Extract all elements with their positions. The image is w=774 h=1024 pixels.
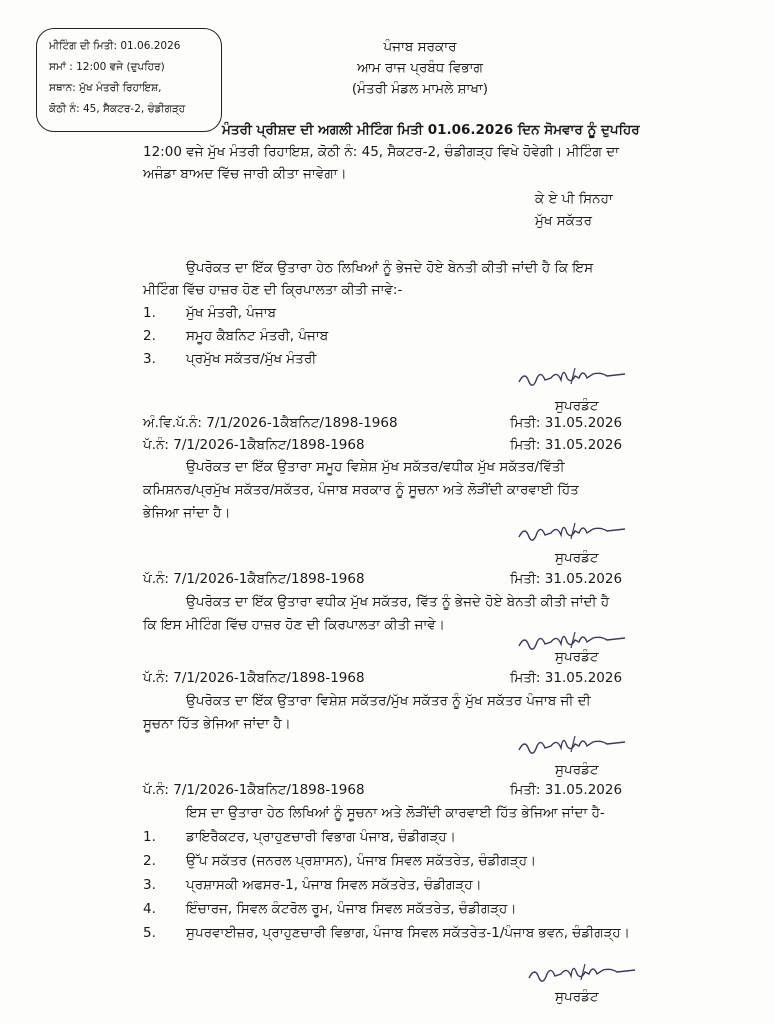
stamp-address: ਕੋਠੀ ਨੰ: 45, ਸੈਕਟਰ-2, ਚੰਡੀਗੜ੍ਹ	[49, 103, 186, 115]
copy4-line-1: ਉਪਰੋਕਤ ਦਾ ਇੱਕ ਉਤਾਰਾ ਵਿਸ਼ੇਸ਼ ਸਕੱਤਰ/ਮੁੱਖ ਸਕੱਤਰ ਨੂੰ ਮੁੱਖ ਸਕੱਤਰ ਪੰਜਾਬ ਜੀ ਦੀ	[186, 693, 591, 709]
copy5-item-5-num: 5.	[143, 925, 156, 941]
intro-line-2: 12:00 ਵਜੇ ਮੁੱਖ ਮੰਤਰੀ ਰਿਹਾਇਸ਼, ਕੋਠੀ ਨੰ: 45, ਸੈਕਟਰ-2, ਚੰਡੀਗੜ੍ਹ ਵਿਖੇ ਹੋਵੇਗੀ। ਮੀਟਿੰਗ ਦਾ	[143, 144, 620, 160]
stamp-time: ਸਮਾਂ : 12:00 ਵਜੇ (ਦੁਪਹਿਰ)	[49, 61, 165, 73]
copy1-item-1-num: 1.	[143, 305, 156, 321]
signatory-title: ਮੁੱਖ ਸਕੱਤਰ	[535, 213, 592, 229]
signature-icon	[515, 730, 635, 760]
ref-date-4: ਮਿਤੀ: 31.05.2026	[510, 782, 623, 798]
copy3-line-1: ਉਪਰੋਕਤ ਦਾ ਇੱਕ ਉਤਾਰਾ ਵਧੀਕ ਮੁੱਖ ਸਕੱਤਰ, ਵਿੱਤ ਨੂੰ ਭੇਜਦੇ ਹੋਏ ਬੇਨਤੀ ਕੀਤੀ ਜਾਂਦੀ ਹੈ	[186, 594, 610, 610]
superintendent-3: ਸੁਪਰਡੰਟ	[555, 649, 599, 665]
ref-number-2: ਪੱ.ਨੰ: 7/1/2026-1ਕੈਬਨਿਟ/1898-1968	[143, 571, 365, 587]
header-government: ਪੰਜਾਬ ਸਰਕਾਰ	[383, 39, 457, 55]
copy5-item-5: ਸੁਪਰਵਾਈਜ਼ਰ, ਪ੍ਰਾਹੁਣਚਾਰੀ ਵਿਭਾਗ, ਪੰਜਾਬ ਸਿਵਲ ਸਕੱਤਰੇਤ-1/ਪੰਜਾਬ ਭਵਨ, ਚੰਡੀਗੜ੍ਹ।	[186, 925, 630, 941]
signature-icon	[515, 362, 635, 392]
copy5-item-3: ਪ੍ਰਸ਼ਾਸਕੀ ਅਫਸਰ-1, ਪੰਜਾਬ ਸਿਵਲ ਸਕੱਤਰੇਤ, ਚੰਡੀਗੜ੍ਹ।	[186, 877, 482, 893]
copy5-item-1: ਡਾਇਰੈਕਟਰ, ਪ੍ਰਾਹੁਣਚਾਰੀ ਵਿਭਾਗ ਪੰਜਾਬ, ਚੰਡੀਗੜ੍ਹ।	[186, 829, 456, 845]
copy5-item-2-num: 2.	[143, 853, 156, 869]
signature-icon	[525, 958, 645, 988]
copy2-line-1: ਉਪਰੋਕਤ ਦਾ ਇੱਕ ਉਤਾਰਾ ਸਮੂਹ ਵਿਸ਼ੇਸ਼ ਮੁੱਖ ਸਕੱਤਰ/ਵਧੀਕ ਮੁੱਖ ਸਕੱਤਰ/ਵਿੱਤੀ	[186, 459, 565, 475]
intro-line-3: ਅਜੰਡਾ ਬਾਅਦ ਵਿੱਚ ਜਾਰੀ ਕੀਤਾ ਜਾਵੇਗਾ।	[143, 166, 347, 182]
copy1-item-3: ਪ੍ਰਮੁੱਖ ਸਕੱਤਰ/ਮੁੱਖ ਮੰਤਰੀ	[186, 351, 317, 367]
superintendent-4: ਸੁਪਰਡੰਟ	[555, 762, 599, 778]
stamp-date: ਮੀਟਿੰਗ ਦੀ ਮਿਤੀ: 01.06.2026	[49, 40, 181, 52]
meeting-stamp	[36, 28, 222, 132]
copy1-item-2: ਸਮੂਹ ਕੈਬਨਿਟ ਮੰਤਰੀ, ਪੰਜਾਬ	[186, 328, 329, 344]
copy5-line-1: ਇਸ ਦਾ ਉਤਾਰਾ ਹੇਠ ਲਿਖਿਆਂ ਨੂੰ ਸੂਚਨਾ ਅਤੇ ਲੋੜੀਂਦੀ ਕਾਰਵਾਈ ਹਿੱਤ ਭੇਜਿਆ ਜਾਂਦਾ ਹੈ-	[186, 805, 605, 821]
ref-date-3: ਮਿਤੀ: 31.05.2026	[510, 670, 623, 686]
ref-date-1: ਮਿਤੀ: 31.05.2026	[510, 437, 623, 453]
superintendent-5: ਸੁਪਰਡੰਟ	[555, 989, 599, 1005]
copy1-line-2: ਮੀਟਿੰਗ ਵਿੱਚ ਹਾਜ਼ਰ ਹੋਣ ਦੀ ਕ੍ਰਿਪਾਲਤਾ ਕੀਤੀ ਜਾਵੇ:-	[143, 282, 403, 298]
superintendent-1: ਸੁਪਰਡੰਟ	[555, 398, 599, 414]
stamp-venue: ਸਥਾਨ: ਮੁੱਖ ਮੰਤਰੀ ਰਿਹਾਇਸ਼,	[49, 82, 162, 94]
ref-number-4: ਪੱ.ਨੰ: 7/1/2026-1ਕੈਬਨਿਟ/1898-1968	[143, 782, 365, 798]
copy5-item-2: ਉੱਪ ਸਕੱਤਰ (ਜਨਰਲ ਪ੍ਰਸ਼ਾਸਨ), ਪੰਜਾਬ ਸਿਵਲ ਸਕੱਤਰੇਤ, ਚੰਡੀਗੜ੍ਹ।	[186, 853, 537, 869]
copy2-line-2: ਕਮਿਸ਼ਨਰ/ਪ੍ਰਮੁੱਖ ਸਕੱਤਰ/ਸਕੱਤਰ, ਪੰਜਾਬ ਸਰਕਾਰ ਨੂੰ ਸੂਚਨਾ ਅਤੇ ਲੋੜੀਂਦੀ ਕਾਰਵਾਈ ਹਿੱਤ	[143, 482, 579, 498]
copy5-item-4-num: 4.	[143, 901, 156, 917]
copy1-item-2-num: 2.	[143, 328, 156, 344]
ref-number-3: ਪੱ.ਨੰ: 7/1/2026-1ਕੈਬਨਿਟ/1898-1968	[143, 670, 365, 686]
ref-number-1: ਪੱ.ਨੰ: 7/1/2026-1ਕੈਬਨਿਟ/1898-1968	[143, 437, 365, 453]
copy5-item-3-num: 3.	[143, 877, 156, 893]
intro-line-1: ਮੰਤਰੀ ਪ੍ਰੀਸ਼ਦ ਦੀ ਅਗਲੀ ਮੀਟਿੰਗ ਮਿਤੀ 01.06.2026 ਦਿਨ ਸੋਮਵਾਰ ਨੂੰ ਦੁਪਹਿਰ	[222, 122, 640, 138]
ref-date-a: ਮਿਤੀ: 31.05.2026	[510, 415, 623, 431]
header-branch: (ਮੰਤਰੀ ਮੰਡਲ ਮਾਮਲੇ ਸ਼ਾਖਾ)	[351, 81, 489, 97]
copy4-line-2: ਸੂਚਨਾ ਹਿੱਤ ਭੇਜਿਆ ਜਾਂਦਾ ਹੈ।	[143, 716, 291, 732]
header-department: ਆਮ ਰਾਜ ਪ੍ਰਬੰਧ ਵਿਭਾਗ	[357, 60, 483, 76]
copy3-line-2: ਕਿ ਇਸ ਮੀਟਿੰਗ ਵਿੱਚ ਹਾਜ਼ਰ ਹੋਣ ਦੀ ਕਿਰਪਾਲਤਾ ਕੀਤੀ ਜਾਵੇ।	[143, 617, 445, 633]
copy1-item-3-num: 3.	[143, 351, 156, 367]
copy1-line-1: ਉਪਰੋਕਤ ਦਾ ਇੱਕ ਉਤਾਰਾ ਹੇਠ ਲਿਖਿਆਂ ਨੂੰ ਭੇਜਦੇ ਹੋਏ ਬੇਨਤੀ ਕੀਤੀ ਜਾਂਦੀ ਹੈ ਕਿ ਇਸ	[186, 260, 594, 276]
copy5-item-4: ਇੰਚਾਰਜ, ਸਿਵਲ ਕੰਟਰੋਲ ਰੂਮ, ਪੰਜਾਬ ਸਿਵਲ ਸਕੱਤਰੇਤ, ਚੰਡੀਗੜ੍ਹ।	[186, 901, 517, 917]
signatory-name: ਕੇ ਏ ਪੀ ਸਿਨਹਾ	[535, 191, 613, 207]
ref-date-2: ਮਿਤੀ: 31.05.2026	[510, 571, 623, 587]
copy1-item-1: ਮੁੱਖ ਮੰਤਰੀ, ਪੰਜਾਬ	[186, 305, 277, 321]
copy5-item-1-num: 1.	[143, 829, 156, 845]
ref-number-a: ਅੰ.ਵਿ.ਪੱ.ਨੰ: 7/1/2026-1ਕੈਬਨਿਟ/1898-1968	[143, 415, 398, 431]
signature-icon	[515, 517, 635, 547]
superintendent-2: ਸੁਪਰਡੰਟ	[555, 550, 599, 566]
copy2-line-3: ਭੇਜਿਆ ਜਾਂਦਾ ਹੈ।	[143, 505, 231, 521]
